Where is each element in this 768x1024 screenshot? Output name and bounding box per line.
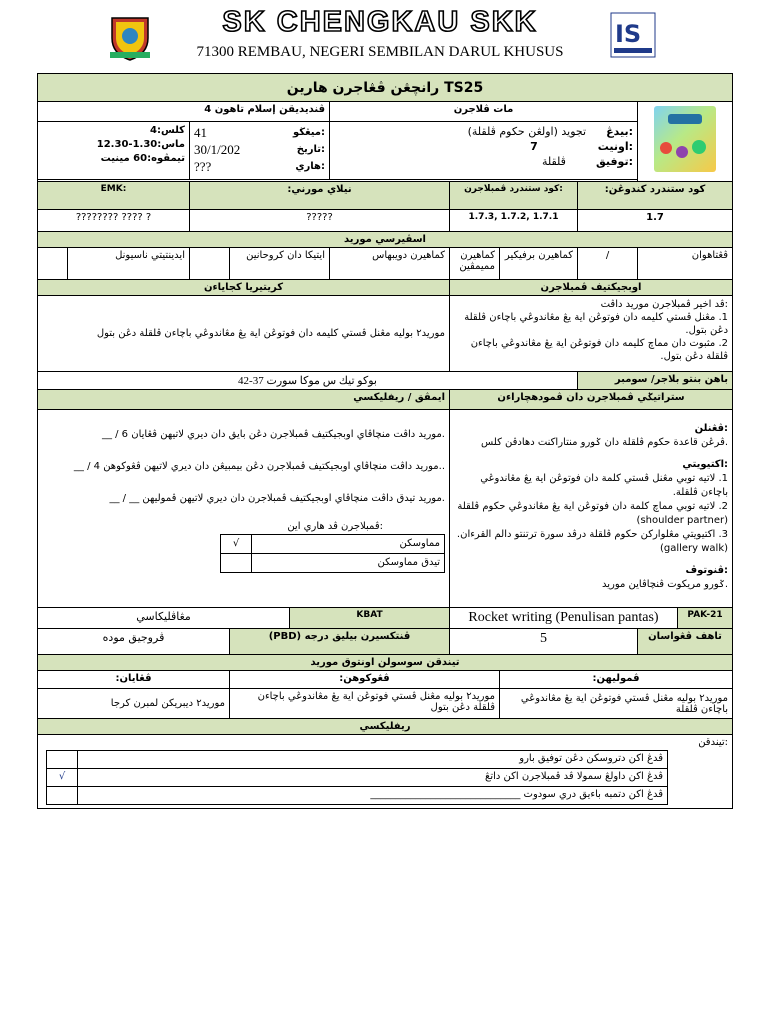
- objective-1: 1. مڠنل ڤستي كليمه دان فوتوڠن اية يڠ مڠاندوڠي باچاءن ڤلقلة دڠن بتول.: [464, 312, 729, 336]
- objectives-intro: :ڤد اخير ڤمبلاجرن موريد داڤت: [600, 299, 729, 310]
- skill-knowledge: ڤڠتاهوان: [638, 248, 733, 280]
- followup-remedial-text: موريد٢ بوليه مڠنل ڤستي فوتوڠن اية يڠ مڠاندوڠي باچاءن ڤلقلة: [500, 689, 733, 719]
- content-std-value: 1.7: [578, 210, 733, 232]
- pbd-value: ڤروجيق موده: [38, 629, 230, 655]
- field-value: تجويد (اولڠن حكوم ڤلقلة): [467, 125, 587, 138]
- date-label: تاريخ:: [296, 144, 325, 155]
- pak21-value: Rocket writing (Penulisan pantas): [450, 608, 678, 629]
- reflection-line-1: .موريد داڤت منچاڤاي اوبجيكتيف ڤمبلاجرن دڠن بايق دان ديري لاتيهن ڤڠايان 6 / __: [101, 429, 445, 440]
- skills-title: اسڤيرسي موريد: [38, 232, 733, 248]
- subject-label: ڤنديديقن إسلام تاهون 4: [38, 102, 330, 122]
- field-label: بيدڠ:: [606, 125, 633, 138]
- school-address: 71300 REMBAU, NEGERI SEMBILAN DARUL KHUSUS: [196, 44, 564, 60]
- followup-title: تيندقن سوسولن اونتوق موريد: [38, 655, 733, 671]
- reflection-body: [38, 410, 450, 608]
- time-label: ماس:1.30-12.30: [96, 139, 185, 150]
- materials-label: باهن بنتو بلاجر/ سومبر: [578, 372, 733, 390]
- objective-2: 2. مثبوت دان مماچ كليمه دان فوتوڠن اية يڠ مڠاندوڠي باچاءن ڤلقلة دڠن بتول.: [470, 338, 729, 362]
- reflection2-checklist: [46, 750, 668, 805]
- week-label: ميڠڬو:: [292, 127, 325, 138]
- textbook-cover: [638, 102, 733, 182]
- date-info: [190, 122, 330, 180]
- reflection2-label: :تيندقن: [698, 737, 729, 748]
- plan-title: رانچڠن ڤڠاجرن هارين TS25: [38, 74, 733, 102]
- school-crest-icon: [106, 12, 154, 62]
- book-cover-icon: [654, 106, 716, 172]
- activity-3: 3. اكتيويتي مڠلواركن حكوم ڤلقلة درڤد سورة ترتنتو دالم القرءان. (gallery walk): [456, 529, 729, 554]
- materials-value: بوكو تيك س موكا سورت 37-42: [38, 372, 578, 390]
- learning-std-value: 1.7.3, 1.7.2, 1.7.1: [450, 210, 578, 232]
- row3-text: ڤدڠ اكن دتمبه باءيق دري سودوت ______________________________: [78, 787, 668, 805]
- reflection2-title: ريفليكسي: [38, 719, 733, 735]
- session-label: :ڤمبلاجرن ڤد هاري اين: [287, 521, 383, 532]
- skill-bilingual: كماهيرن دويبهاس: [330, 248, 450, 280]
- closing-label: :ڤنوتوڤ: [685, 565, 729, 576]
- followup-reinforcement-text: موريد٢ بوليه مڠنل ڤستي فوتوڠن اية يڠ مڠاندوڠي باچاءن ڤلقلة دڠن بتول: [230, 689, 500, 719]
- activity-label: :اكتيويتي: [682, 459, 729, 470]
- emk-value: ???????? ???? ?: [38, 210, 190, 232]
- followup-col-enrichment: :ڤڠايان: [38, 671, 230, 689]
- row3-mark[interactable]: [47, 787, 78, 805]
- row2-text: ڤدڠ اكن داولڠ سمولا ڤد ڤمبلاجرن اكن داتڠ: [78, 769, 668, 787]
- option-not-achieved: تيدق مماوسكن: [252, 554, 445, 573]
- assessment-label: تاهف ڤڠواسان: [638, 629, 733, 655]
- svg-text:IS: IS: [615, 20, 642, 48]
- duration-label: تيمڤوه:60 مينيت: [100, 153, 185, 164]
- reflection-title: ايمڤق / ريفليكسي: [38, 390, 450, 410]
- criteria-text: موريد٢ بوليه مڠنل ڤستي كليمه دان فوتوڠن اية يڠ مڠاندوڠي باچاءن ڤلقلة دڠن بتول: [38, 296, 450, 372]
- lesson-plan-table: [37, 73, 733, 809]
- closing-text: .ݢورو مريكوت ڤنچاڤاين موريد: [601, 579, 729, 590]
- followup-col-remedial: :ڤموليهن: [500, 671, 733, 689]
- pak21-label: PAK-21: [678, 608, 733, 629]
- kbat-label: KBAT: [290, 608, 450, 629]
- reflection2-body: [38, 735, 733, 809]
- values-value: ?????: [190, 210, 450, 232]
- unit-value: 7: [530, 140, 538, 153]
- topic-label: توفيق:: [595, 155, 633, 168]
- date-value: 30/1/202: [194, 142, 241, 157]
- row1-text: ڤدڠ اكن دتروسكن دڠن توفيق بارو: [78, 751, 668, 769]
- pbd-label: (PBD) ڤنتكسيرن بيليق درجه: [230, 629, 450, 655]
- day-value: ???: [194, 159, 212, 174]
- skill-leadership: كماهيرن ممیمڤين: [450, 248, 500, 280]
- class-info: [38, 122, 190, 180]
- content-std-label: :كود ستندرد كندوڠن: [578, 182, 733, 210]
- subject-title: مات ڤلاجرن: [330, 102, 638, 122]
- row1-mark[interactable]: [47, 751, 78, 769]
- session-checklist: [220, 534, 445, 573]
- intro-label: :ڤڠنلن: [694, 423, 729, 434]
- objectives-title: اوبجيكتيف ڤمبلاجرن: [450, 280, 733, 296]
- unit-label: اونيت:: [597, 140, 633, 153]
- followup-col-reinforcement: :ڤڠوكوهن: [230, 671, 500, 689]
- week-value: 41: [194, 125, 207, 140]
- option-achieved: مماوسكن: [252, 535, 445, 554]
- option-achieved-mark[interactable]: √: [221, 535, 252, 554]
- reflection-line-3: .موريد تيدق داڤت منچاڤاي اوبجيكتيف ڤمبلاجرن دان ديري لاتيهن ڤموليهن __ / __: [109, 493, 445, 504]
- skill-separator: /: [578, 248, 638, 280]
- topic-info: [330, 122, 638, 180]
- activity-2: 2. لاتيه توبي مماچ كلمة دان فوتوڠن اية يڠ مڠاندوڠي حكوم ڤلقلة (shoulder partner): [457, 501, 729, 526]
- row2-mark[interactable]: √: [47, 769, 78, 787]
- strategies-title: ستراتيݢي ڤمبلاجرن دان ڤمودهچاراءن: [450, 390, 733, 410]
- objectives-body: [450, 296, 733, 372]
- school-name: SK CHENGKAU SKK: [222, 6, 538, 38]
- followup-enrichment-text: موريد٢ ديبريكن لمبرن كرجا: [38, 689, 230, 719]
- values-label: :نيلاي مورني: [190, 182, 450, 210]
- skill-national-identity: ايدينتيتي ناسيونل: [68, 248, 190, 280]
- assessment-value: 5: [450, 629, 638, 655]
- day-label: هاري:: [295, 161, 325, 172]
- class-label: كلس:4: [149, 125, 185, 136]
- option-not-achieved-mark[interactable]: [221, 554, 252, 573]
- emk-label: EMK:: [38, 182, 190, 210]
- reflection-line-2: ..موريد داڤت منچاڤاي اوبجيكتيف ڤمبلاجرن دڠن بيمبيڠن دان ديري لاتيهن ڤڠوكوهن 4 / __: [73, 461, 445, 472]
- kbat-value: مڠاڤليكاسي: [38, 608, 290, 629]
- skill-ethics: ايتيكا دان كروحانين: [230, 248, 330, 280]
- ministry-logo-icon: [610, 12, 656, 58]
- activity-1: 1. لاتيه توبي مڠنل ڤستي كلمة دان فوتوڠن اية يڠ مڠاندوڠي باچاءن ڤلقلة.: [480, 473, 729, 498]
- skill-thinking: كماهيرن برفيكير: [500, 248, 578, 280]
- learning-std-label: كود ستندرد ڤمبلاجرن:: [450, 182, 578, 210]
- intro-text: .ڤرڠن قاعدة حكوم ڤلقلة دان ݢورو منتاراكنت دهادڤن كلس: [481, 437, 729, 448]
- topic-value: ڤلقلة: [541, 155, 566, 168]
- criteria-title: كريتيريا كجاياءن: [38, 280, 450, 296]
- strategies-body: [450, 410, 733, 608]
